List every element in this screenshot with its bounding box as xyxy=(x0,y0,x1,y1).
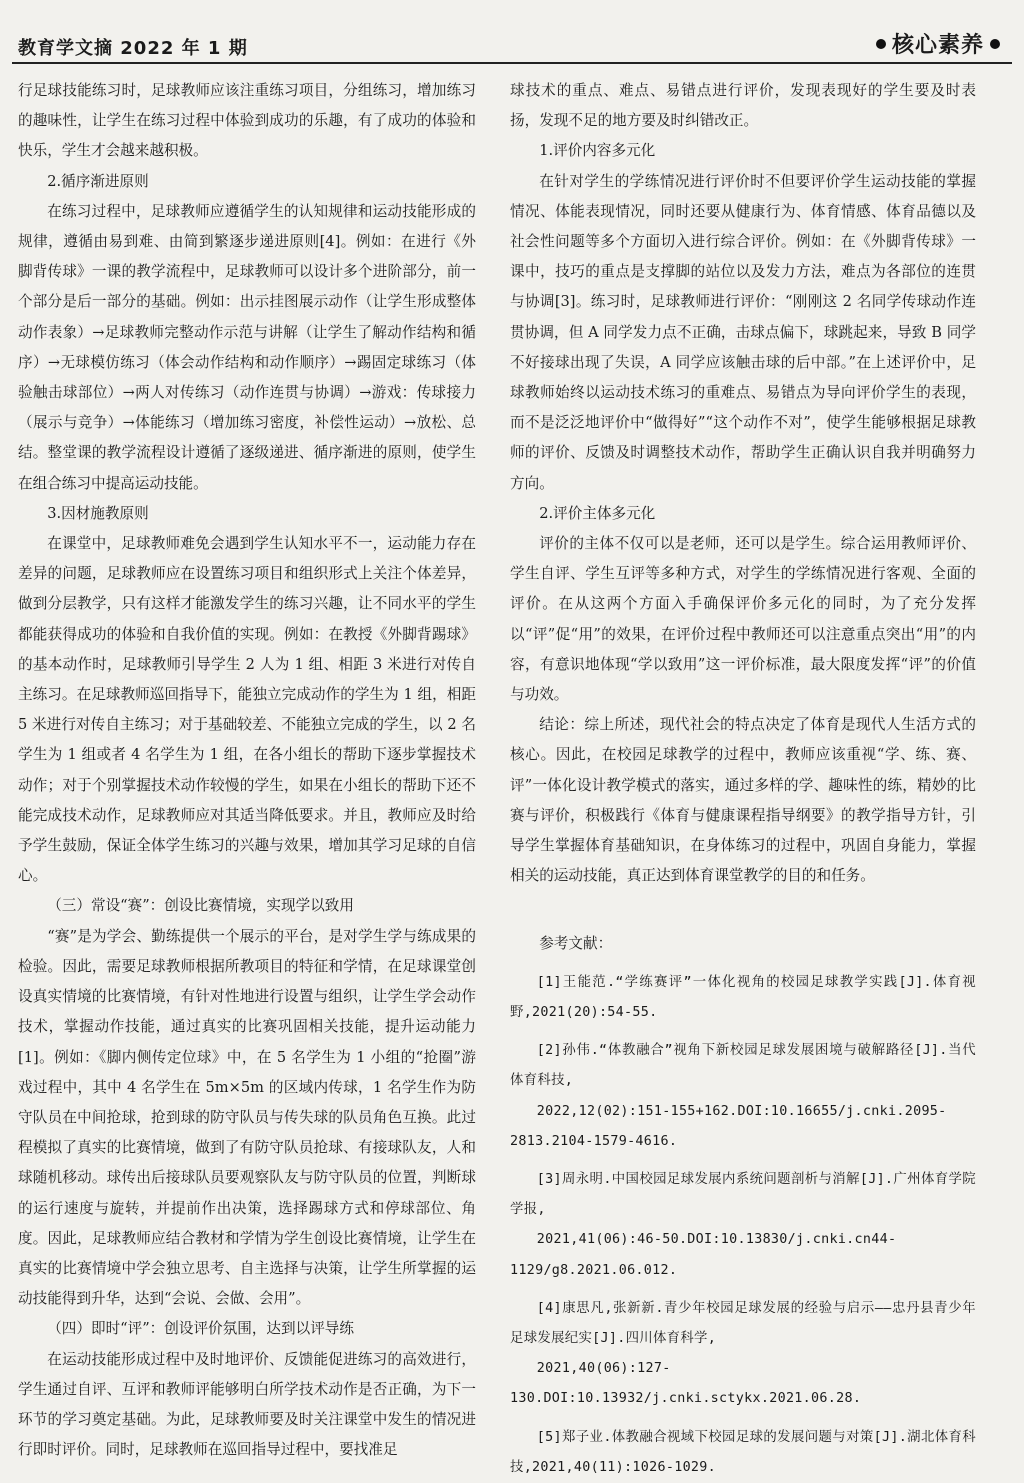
reference-main: [2]孙伟.“体教融合”视角下新校园足球发展困境与破解路径[J].当代体育科技, xyxy=(510,1043,976,1089)
left-column xyxy=(18,76,476,1465)
body-paragraph: 评价的主体不仅可以是老师，还可以是学生。综合运用教师评价、学生自评、学生互评等多种方式，对学生的学练情况进行客观、全面的评价。在从这两个方面入手确保评价多元化的同时，为了充分发挥以“评”促“用”的效果，在评价过程中教师还可以注意重点突出“用”的内容，有意识地体现“学以致用”这一评价标准，最大限度发挥“评”的价值与功效。 xyxy=(510,535,976,704)
body-paragraph: 行足球技能练习时，足球教师应该注重练习项目，分组练习，增加练习的趣味性，让学生在练习过程中体验到成功的乐趣，有了成功的体验和快乐，学生才会越来越积极。 xyxy=(18,82,476,160)
section-heading: （四）即时“评”：创设评价氛围，达到以评导练 xyxy=(47,1320,354,1338)
section-heading: （三）常设“赛”：创设比赛情境，实现学以致用 xyxy=(47,897,354,915)
page-header xyxy=(12,28,1012,64)
body-paragraph: 在课堂中，足球教师难免会遇到学生认知水平不一，运动能力存在差异的问题，足球教师应在设置练习项目和组织形式上关注个体差异，做到分层教学，只有这样才能激发学生的练习兴趣，让不同水平的学生都能获得成功的体验和自我价值的实现。例如：在教授《外脚背踢球》的基本动作时，足球教师引导学生 2 人为 1 组、相距 3 米进行对传自主练习。在足球教师巡回指导下，能独立完成动作的学生为 1 组，相距 5 米进行对传自主练习；对于基础较差、不能独立完成的学生，以 2 名学生为 1 组或者 4 名学生为 1 组，在各小组长的帮助下逐步掌握技术动作；对于个别掌握技术动作较慢的学生，如果在小组长的帮助下还不能完成技术动作，足球教师应对其适当降低要求。并且，教师应及时给予学生鼓励，保证全体学生练习的兴趣与效果，增加其学习足球的自信心。 xyxy=(18,535,476,885)
references-list xyxy=(510,968,976,1483)
reference-item xyxy=(510,1036,976,1157)
reference-item xyxy=(510,1294,976,1415)
right-column-body xyxy=(510,76,976,891)
references-title: 参考文献： xyxy=(539,935,613,953)
reference-continuation: 2021,40(06):127-130.DOI:10.13932/j.cnki.sctykx.2021.06.28. xyxy=(510,1361,862,1407)
reference-item xyxy=(510,1423,976,1483)
section-heading: 1.评价内容多元化 xyxy=(539,142,656,160)
body-paragraph: “赛”是为学会、勤练提供一个展示的平台，是对学生学与练成果的检验。因此，需要足球教师根据所教项目的特征和学情，在足球课堂创设真实情境的比赛情境，有针对性地进行设置与组织，让学生学会动作技术，掌握动作技能，通过真实的比赛巩固相关技能，提升运动能力[1]。例如：《脚内侧传定位球》中，在 5 名学生为 1 小组的“抢圈”游戏过程中，其中 4 名学生在 5m×5m 的区域内传球，1 名学生作为防守队员在中间抢球，抢到球的防守队员与传失球的队员角色互换。此过程模拟了真实的比赛情境，做到了有防守队员抢球、有接球队友，人和球随机移动。球传出后接球队员要观察队友与防守队员的位置，判断球的运行速度与旋转，并提前作出决策，选择踢球方式和停球部位、角度。因此，足球教师应结合教材和学情为学生创设比赛情境，让学生在真实的比赛情境中学会独立思考、自主选择与决策，让学生所掌握的运动技能得到升华，达到“会说、会做、会用”。 xyxy=(18,927,476,1308)
section-heading: 3.因材施教原则 xyxy=(47,504,149,522)
reference-main: [4]康思凡,张新新.青少年校园足球发展的经验与启示——忠丹县青少年足球发展纪实[J].四川体育科学, xyxy=(510,1300,976,1346)
reference-item xyxy=(510,1165,976,1286)
body-paragraph: 结论：综上所述，现代社会的特点决定了体育是现代人生活方式的核心。因此，在校园足球教学的过程中，教师应该重视“学、练、赛、评”一体化设计教学模式的落实，通过多样的学、趣味性的练，精妙的比赛与评价，积极践行《体育与健康课程指导纲要》的教学指导方针，引导学生掌握体育基础知识，在身体练习的过程中，巩固自身能力，掌握相关的运动技能，真正达到体育课堂教学的目的和任务。 xyxy=(510,716,976,885)
reference-main: [5]郑子业.体教融合视域下校园足球的发展问题与对策[J].湖北体育科技,2021,40(11):1026-1029. xyxy=(510,1429,976,1475)
body-paragraph: 在针对学生的学练情况进行评价时不但要评价学生运动技能的掌握情况、体能表现情况，同时还要从健康行为、体育情感、体育品德以及社会性问题等多个方面切入进行综合评价。例如：在《外脚背传球》一课中，技巧的重点是支撑脚的站位以及发力方法，难点为各部位的连贯与协调[3]。练习时，足球教师进行评价：“刚刚这 2 名同学传球动作连贯协调，但 A 同学发力点不正确，击球点偏下，球跳起来，导致 B 同学不好接球出现了失误，A 同学应该触击球的后中部。”在上述评价中，足球教师始终以运动技术练习的重难点、易错点为导向评价学生的表现，而不是泛泛地评价中“做得好”“这个动作不对”，使学生能够根据足球教师的评价、反馈及时调整技术动作，帮助学生正确认识自我并明确努力方向。 xyxy=(510,172,976,492)
reference-item xyxy=(510,968,976,1028)
reference-main: [3]周永明.中国校园足球发展内系统问题剖析与消解[J].广州体育学院学报, xyxy=(510,1171,976,1218)
right-column xyxy=(510,76,976,1483)
section-heading: 2.循序渐进原则 xyxy=(47,172,149,190)
reference-continuation: 2021,41(06):46-50.DOI:10.13830/j.cnki.cn44-1129/g8.2021.06.012. xyxy=(510,1232,897,1278)
reference-main: [1]王能范.“学练赛评”一体化视角的校园足球教学实践[J].体育视野,2021(20):54-55. xyxy=(510,974,976,1020)
body-paragraph: 球技术的重点、难点、易错点进行评价，发现表现好的学生要及时表扬，发现不足的地方要及时纠错改正。 xyxy=(510,82,976,130)
body-paragraph: 在练习过程中，足球教师应遵循学生的认知规律和运动技能形成的规律，遵循由易到难、由简到繁逐步递进原则[4]。例如：在进行《外脚背传球》一课的教学流程中，足球教师可以设计多个进阶部分，前一个部分是后一部分的基础。例如：出示挂图展示动作（让学生形成整体动作表象）→足球教师完整动作示范与讲解（让学生了解动作结构和循序）→无球模仿练习（体会动作结构和动作顺序）→踢固定球练习（体验触击球部位）→两人对传练习（动作连贯与协调）→游戏：传球接力（展示与竞争）→体能练习（增加练习密度，补偿性运动）→放松、总结。整堂课的教学流程设计遵循了逐级递进、循序渐进的原则，使学生在组合练习中提高运动技能。 xyxy=(18,202,476,492)
bullet-dot-icon xyxy=(876,39,886,49)
section-title xyxy=(870,28,1006,59)
section-heading: 2.评价主体多元化 xyxy=(539,504,656,522)
reference-continuation: 2022,12(02):151-155+162.DOI:10.16655/j.cnki.2095-2813.2104-1579-4616. xyxy=(510,1103,947,1149)
body-paragraph: 在运动技能形成过程中及时地评价、反馈能促进练习的高效进行，学生通过自评、互评和教师评能够明白所学技术动作是否正确，为下一环节的学习奠定基础。为此，足球教师要及时关注课堂中发生的情况进行即时评价。同时，足球教师在巡回指导过程中，要找准足 xyxy=(18,1350,476,1459)
bullet-dot-icon xyxy=(990,39,1000,49)
section-title-text: 核心素养 xyxy=(891,33,984,58)
journal-issue-title: 教育学文摘 2022 年 1 期 xyxy=(18,38,248,59)
